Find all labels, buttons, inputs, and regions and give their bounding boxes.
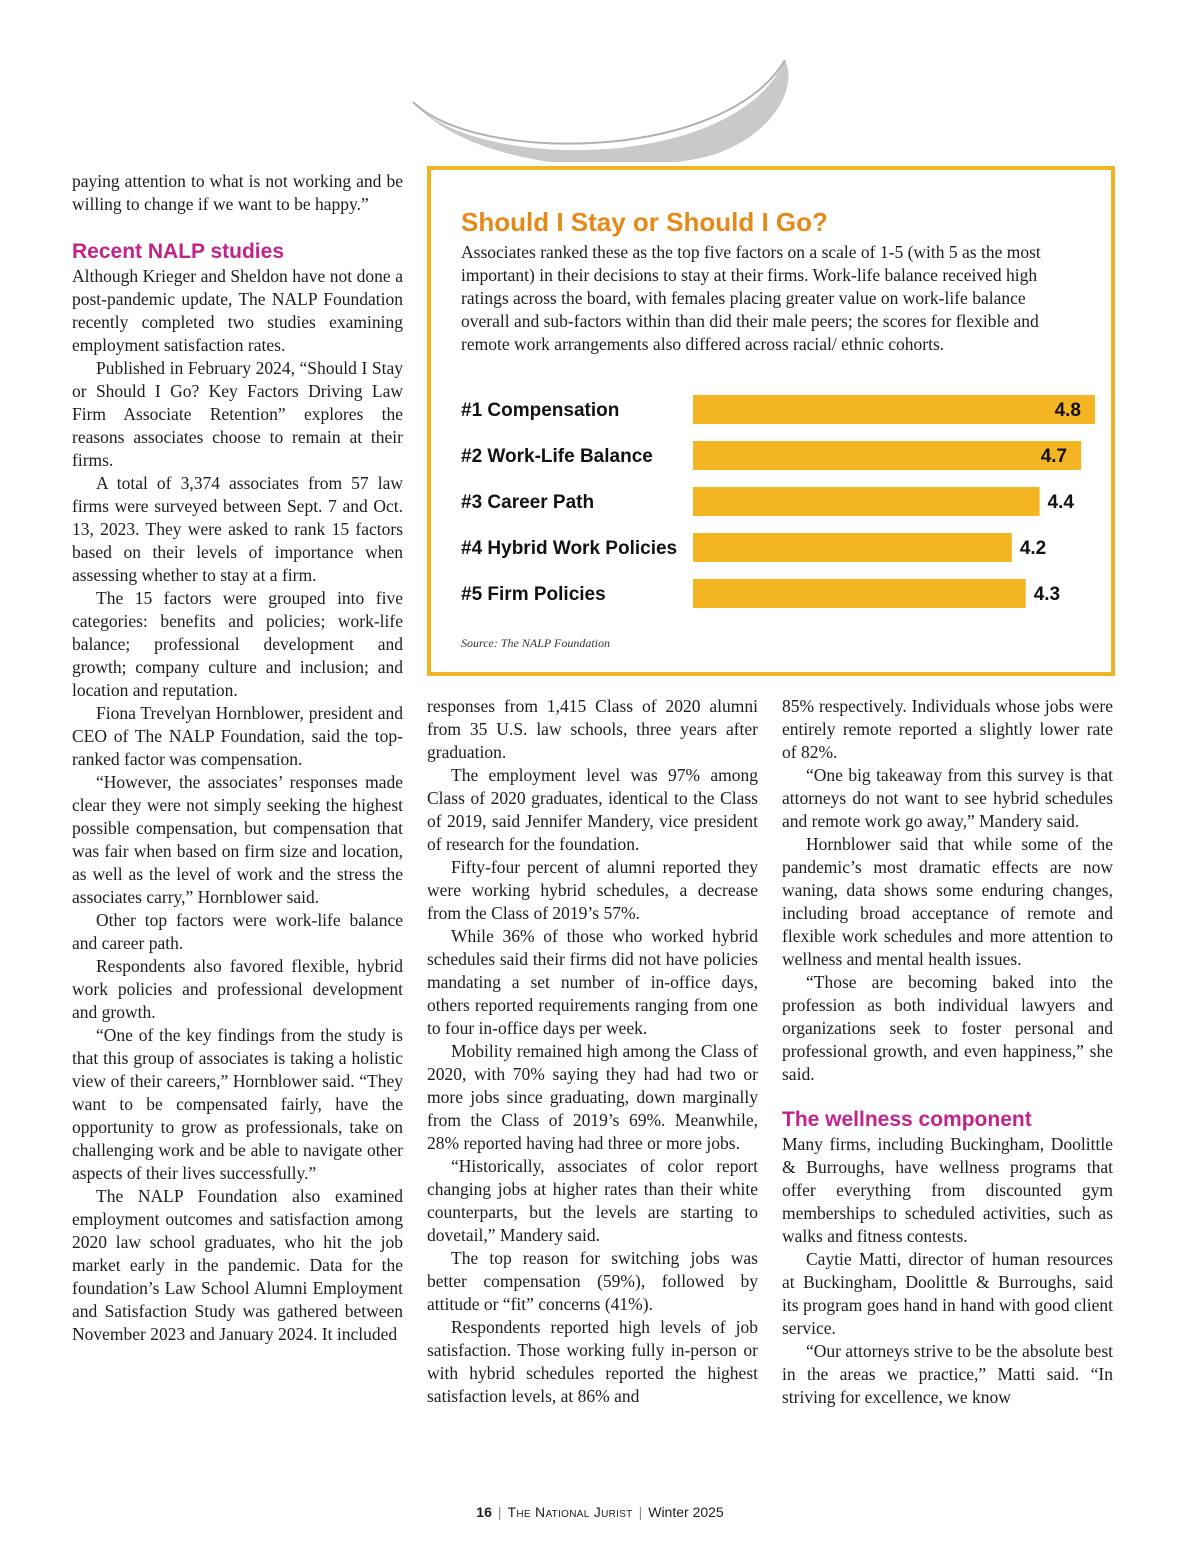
sidebar-chart-box bbox=[427, 166, 1115, 676]
sidebar-intro: Associates ranked these as the top five factors on a scale of 1-5 (with 5 as the most important) in their decisions to stay at their firms. Work-life balance received high ratings across the board, with females placing greater value on work-life balance overall and sub-factors within than did their male peers; the scores for flexible and remote work arrangements also differed across racial/ ethnic cohorts. bbox=[461, 242, 1041, 354]
bar-chart bbox=[431, 170, 1111, 672]
paragraph: responses from 1,415 Class of 2020 alumni from 35 U.S. law schools, three years after graduation. bbox=[427, 696, 758, 762]
footer-separator: | bbox=[497, 1504, 502, 1520]
right-column bbox=[782, 695, 1113, 1409]
smile-swoosh-icon bbox=[405, 52, 805, 162]
section-heading-recent-nalp-studies: Recent NALP studies bbox=[72, 240, 284, 263]
paragraph: Although Krieger and Sheldon have not done a post-pandemic update, The NALP Foundation recently completed two studies examining employment satisfaction rates. bbox=[72, 266, 403, 355]
paragraph: Many firms, including Buckingham, Doolittle & Burroughs, have wellness programs that offer everything from discounted gym memberships to scheduled activities, such as walks and fitness contests. bbox=[782, 1134, 1113, 1246]
bar-category-label: #3 Career Path bbox=[461, 492, 595, 513]
left-column bbox=[72, 170, 403, 1346]
footer-separator: | bbox=[638, 1504, 643, 1520]
bar-category-label: #5 Firm Policies bbox=[461, 584, 606, 605]
bar-category-label: #4 Hybrid Work Policies bbox=[461, 538, 678, 559]
paragraph: A total of 3,374 associates from 57 law firms were surveyed between Sept. 7 and Oct. 13, 2023. They were asked to rank 15 factors based on their levels of importance when assessing whether to stay at a firm. bbox=[72, 473, 403, 585]
bar-2 bbox=[693, 441, 1081, 470]
paragraph: Other top factors were work-life balance and career path. bbox=[72, 910, 403, 953]
paragraph: Fifty-four percent of alumni reported they were working hybrid schedules, a decrease from the Class of 2019’s 57%. bbox=[427, 857, 758, 923]
paragraph: “One of the key findings from the study is that this group of associates is taking a holistic view of their careers,” Hornblower said. “They want to be compensated fairly, have the opportunity to grow as professionals, take on challenging work and be able to navigate other aspects of their lives successfully.” bbox=[72, 1025, 403, 1183]
bar-5 bbox=[693, 579, 1026, 608]
paragraph: “Our attorneys strive to be the absolute best in the areas we practice,” Matti said. “In striving for excellence, we know bbox=[782, 1341, 1113, 1407]
paragraph: Fiona Trevelyan Hornblower, president and CEO of The NALP Foundation, said the top-ranked factor was compensation. bbox=[72, 703, 403, 769]
bar-category-label: #1 Compensation bbox=[461, 400, 620, 421]
sidebar-title: Should I Stay or Should I Go? bbox=[461, 207, 828, 237]
page-number: 16 bbox=[476, 1504, 492, 1520]
paragraph: Respondents reported high levels of job satisfaction. Those working fully in-person or with hybrid schedules reported the highest satisfaction levels, at 86% and bbox=[427, 1317, 758, 1406]
paragraph: paying attention to what is not working and be willing to change if we want to be happy.” bbox=[72, 171, 403, 214]
chart-source: Source: The NALP Foundation bbox=[461, 636, 610, 650]
publication-name: The National Jurist bbox=[507, 1504, 633, 1520]
paragraph: “However, the associates’ responses made clear they were not simply seeking the highest possible compensation, but compensation that was fair when based on firm size and location, as well as the level of work and the stress the associates carry,” Hornblower said. bbox=[72, 772, 403, 907]
paragraph: The 15 factors were grouped into five categories: benefits and policies; work-life balance; professional development and growth; company culture and inclusion; and location and reputation. bbox=[72, 588, 403, 700]
paragraph: Hornblower said that while some of the pandemic’s most dramatic effects are now waning, data shows some enduring changes, including broad acceptance of remote and flexible work schedules and more attention to wellness and mental health issues. bbox=[782, 834, 1113, 969]
bar-value-label: 4.8 bbox=[1054, 400, 1081, 421]
bar-value-label: 4.3 bbox=[1033, 584, 1061, 605]
paragraph: “Historically, associates of color report changing jobs at higher rates than their white counterparts, but the levels are starting to dovetail,” Mandery said. bbox=[427, 1156, 758, 1245]
bar-1 bbox=[693, 395, 1095, 424]
paragraph: The NALP Foundation also examined employment outcomes and satisfaction among 2020 law school graduates, who hit the job market early in the pandemic. Data for the foundation’s Law School Alumni Employment and Satisfaction Study was gathered between November 2023 and January 2024. It included bbox=[72, 1186, 403, 1344]
paragraph: “One big takeaway from this survey is that attorneys do not want to see hybrid schedules and remote work go away,” Mandery said. bbox=[782, 765, 1113, 831]
bar-value-label: 4.2 bbox=[1019, 538, 1047, 559]
paragraph: Caytie Matti, director of human resources at Buckingham, Doolittle & Burroughs, said its program goes hand in hand with good client service. bbox=[782, 1249, 1113, 1338]
paragraph: The employment level was 97% among Class of 2020 graduates, identical to the Class of 2019, said Jennifer Mandery, vice president of research for the foundation. bbox=[427, 765, 758, 854]
page-footer bbox=[0, 1504, 1200, 1520]
paragraph: While 36% of those who worked hybrid schedules said their firms did not have policies mandating a set number of in-office days, others reported requirements ranging from one to four in-office days per week. bbox=[427, 926, 758, 1038]
paragraph: Respondents also favored flexible, hybrid work policies and professional development and growth. bbox=[72, 956, 403, 1022]
middle-column bbox=[427, 695, 758, 1408]
bar-value-label: 4.4 bbox=[1047, 492, 1074, 513]
bar-3 bbox=[693, 487, 1040, 516]
paragraph: “Those are becoming baked into the profession as both individual lawyers and organizations seek to foster personal and professional growth, and even happiness,” she said. bbox=[782, 972, 1113, 1084]
paragraph: Published in February 2024, “Should I Stay or Should I Go? Key Factors Driving Law Firm Associate Retention” explores the reasons associates choose to remain at their firms. bbox=[72, 358, 403, 470]
bar-category-label: #2 Work-Life Balance bbox=[461, 446, 653, 467]
paragraph: 85% respectively. Individuals whose jobs were entirely remote reported a slightly lower rate of 82%. bbox=[782, 696, 1113, 762]
paragraph: The top reason for switching jobs was better compensation (59%), followed by attitude or “fit” concerns (41%). bbox=[427, 1248, 758, 1314]
bar-value-label: 4.7 bbox=[1040, 446, 1068, 467]
issue-label: Winter 2025 bbox=[648, 1504, 724, 1520]
bar-4 bbox=[693, 533, 1012, 562]
section-heading-wellness-component: The wellness component bbox=[782, 1108, 1032, 1131]
paragraph: Mobility remained high among the Class of 2020, with 70% saying they had had two or more jobs since graduating, down marginally from the Class of 2019’s 69%. Meanwhile, 28% reported having had three or more jobs. bbox=[427, 1041, 758, 1153]
